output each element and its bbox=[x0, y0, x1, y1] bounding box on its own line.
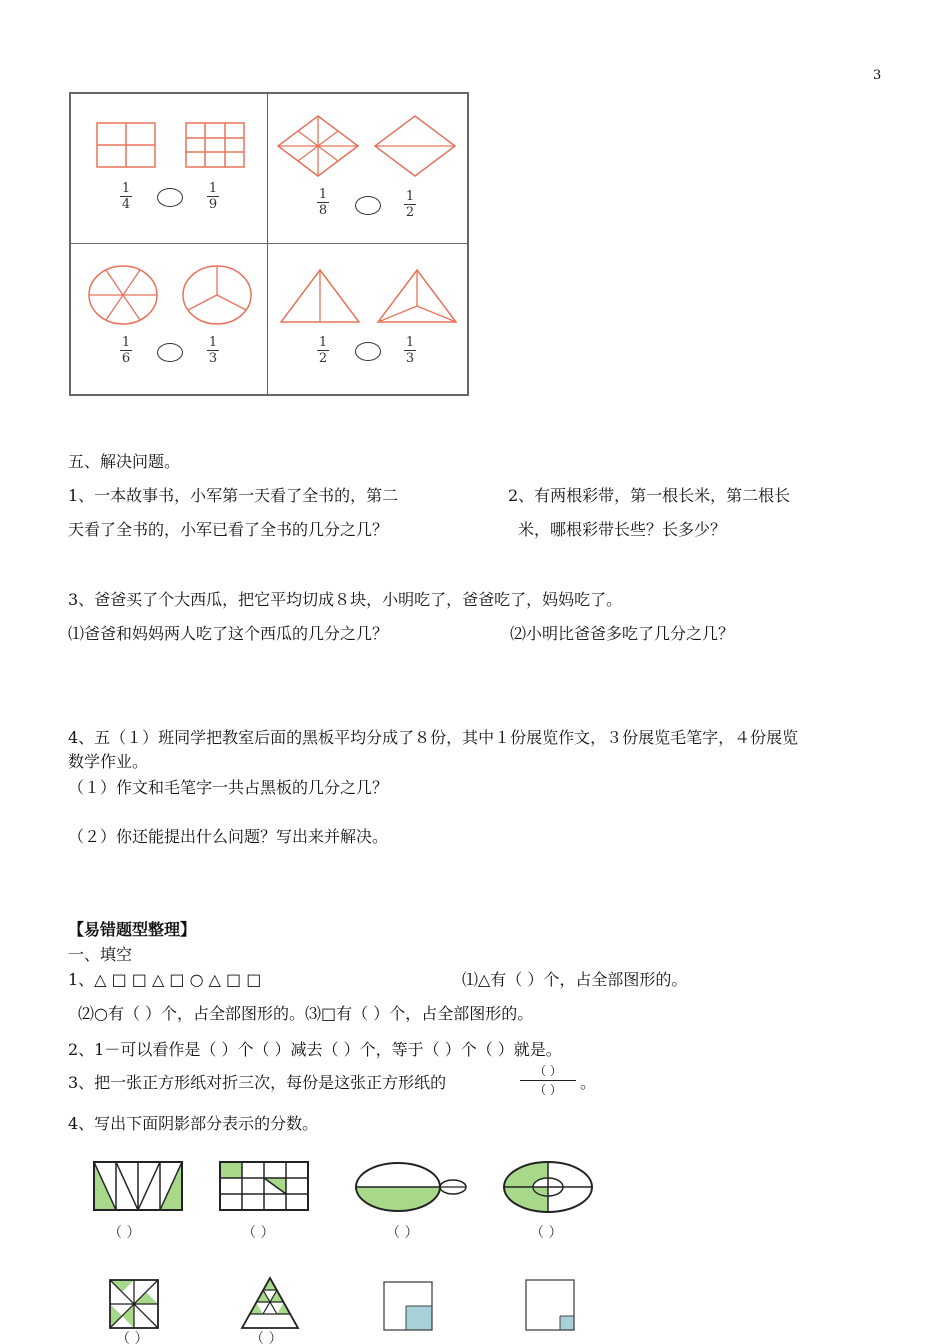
shaded-rectangle-triangles-figure bbox=[92, 1160, 184, 1212]
section-title: 五、解决问题。 bbox=[68, 452, 181, 471]
compare-blank[interactable] bbox=[157, 188, 183, 207]
rectangle-ninths-figure bbox=[185, 122, 245, 168]
question-4-part-b: （２）你还能提出什么问题？写出来并解决。 bbox=[68, 827, 389, 846]
shaded-ellipse-figure bbox=[354, 1160, 468, 1214]
question-4-line-1: 4、五（１）班同学把教室后面的黑板平均分成了８份，其中１份展览作文，３份展览毛笔字，４份展览 bbox=[68, 728, 799, 747]
compare-blank[interactable] bbox=[355, 342, 381, 361]
fraction-right: 1 2 bbox=[405, 189, 415, 220]
question-3: 3、爸爸买了个大西瓜，把它平均切成８块，小明吃了，爸爸吃了，妈妈吃了。 bbox=[68, 590, 623, 609]
fraction-left: 1 6 bbox=[121, 335, 131, 366]
grid-vertical-divider bbox=[267, 94, 268, 394]
shaded-square-corner-figure bbox=[382, 1280, 434, 1332]
triangle-halves-figure bbox=[279, 268, 361, 324]
fill-1-question-1: ⑴△有（ ）个，占全部图形的。 bbox=[462, 970, 688, 989]
errors-title: 【易错题型整理】 bbox=[68, 920, 197, 939]
fill-3-fraction-blank[interactable] bbox=[520, 1064, 576, 1097]
circle-sixths-figure bbox=[87, 264, 159, 326]
shaded-ring-figure bbox=[502, 1160, 594, 1214]
question-4-part-a: （１）作文和毛笔字一共占黑板的几分之几？ bbox=[68, 778, 389, 797]
compare-blank[interactable] bbox=[157, 343, 183, 362]
question-3-part-b: ⑵小明比爸爸多吃了几分之几？ bbox=[510, 624, 735, 643]
fraction-right: 1 9 bbox=[208, 181, 218, 212]
shaded-square-small-corner-figure bbox=[524, 1278, 576, 1332]
answer-blank[interactable]: （ ） bbox=[108, 1225, 141, 1241]
fill-2: 2、1－可以看作是（ ）个（ ）减去（ ）个，等于（ ）个（ ）就是。 bbox=[68, 1040, 562, 1059]
question-1-line-1: 1、一本故事书，小军第一天看了全书的，第二 bbox=[68, 486, 399, 505]
fraction-left: 1 4 bbox=[121, 181, 131, 212]
answer-blank[interactable]: （ ） bbox=[530, 1225, 563, 1241]
question-2-line-1: 2、有两根彩带，第一根长米，第二根长 bbox=[508, 486, 791, 505]
fill-3-text: 3、把一张正方形纸对折三次，每份是这张正方形纸的 bbox=[68, 1073, 447, 1092]
diamond-halves-figure bbox=[373, 114, 457, 178]
fill-4: 4、写出下面阴影部分表示的分数。 bbox=[68, 1114, 319, 1133]
fraction-bar bbox=[520, 1080, 576, 1081]
errors-subtitle: 一、填空 bbox=[68, 945, 133, 964]
grid-horizontal-divider bbox=[71, 243, 467, 244]
rectangle-quarters-figure bbox=[96, 122, 156, 168]
compare-grid bbox=[69, 92, 469, 396]
question-3-part-a: ⑴爸爸和妈妈两人吃了这个西瓜的几分之几？ bbox=[68, 624, 389, 643]
fraction-denominator-blank: （ ） bbox=[534, 1083, 562, 1097]
question-2-line-2: 米，哪根彩带长些？长多少？ bbox=[518, 520, 727, 539]
answer-blank[interactable]: （ ） bbox=[116, 1331, 149, 1344]
question-1-line-2: 天看了全书的，小军已看了全书的几分之几？ bbox=[68, 520, 389, 539]
answer-blank[interactable]: （ ） bbox=[386, 1225, 419, 1241]
fraction-right: 1 3 bbox=[208, 335, 218, 366]
fraction-numerator-blank: （ ） bbox=[534, 1064, 562, 1078]
answer-blank[interactable]: （ ） bbox=[250, 1331, 283, 1344]
fill-3-end: 。 bbox=[580, 1073, 597, 1092]
fill-1-question-2-3: ⑵○有（ ）个，占全部图形的。⑶□有（ ）个，占全部图形的。 bbox=[78, 1004, 534, 1023]
triangle-thirds-figure bbox=[376, 268, 458, 324]
fraction-right: 1 3 bbox=[405, 335, 415, 366]
question-4-line-2: 数学作业。 bbox=[68, 752, 149, 771]
shaded-square-triangles-figure bbox=[108, 1278, 160, 1330]
compare-blank[interactable] bbox=[355, 196, 381, 215]
fill-1-shapes: 1、△ □ □ △ □ ○ △ □ □ bbox=[68, 970, 262, 989]
circle-thirds-figure bbox=[181, 264, 253, 326]
answer-blank[interactable]: （ ） bbox=[242, 1225, 275, 1241]
fraction-left: 1 2 bbox=[318, 335, 328, 366]
shaded-triangle-grid-figure bbox=[240, 1276, 300, 1330]
shaded-grid-figure bbox=[218, 1160, 310, 1212]
page-number: 3 bbox=[873, 68, 882, 83]
fraction-left: 1 8 bbox=[318, 187, 328, 218]
diamond-eighths-figure bbox=[276, 114, 360, 178]
